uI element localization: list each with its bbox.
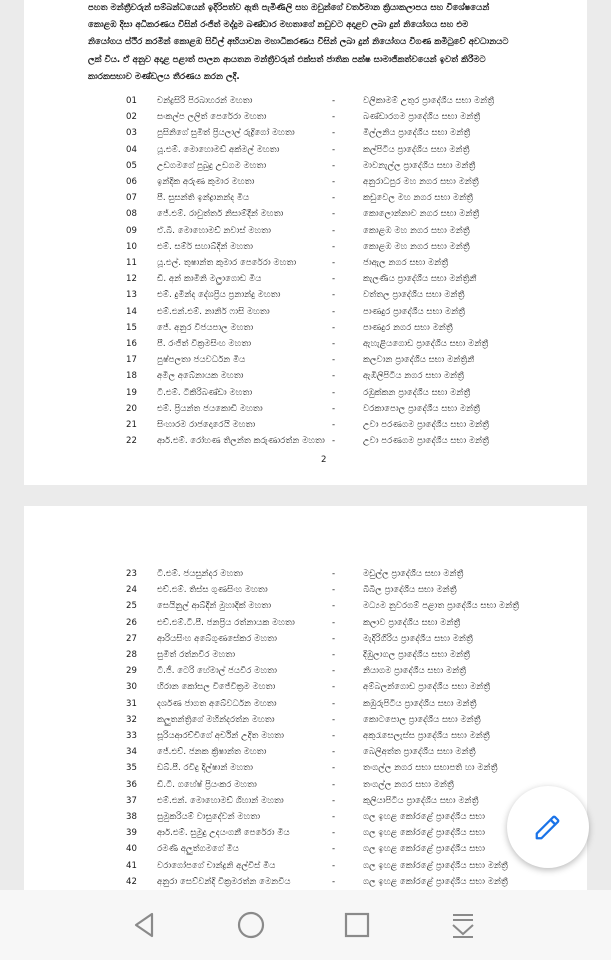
member-position: උවා පරණගම ප්‍රාදේශීය සභා මන්ත්‍රී bbox=[363, 420, 490, 430]
separator-dash: - bbox=[332, 112, 336, 123]
member-number: 41 bbox=[126, 860, 137, 871]
member-row bbox=[24, 142, 587, 158]
separator-dash: - bbox=[332, 339, 336, 349]
member-row bbox=[24, 712, 587, 728]
member-row bbox=[24, 696, 587, 712]
separator-dash: - bbox=[332, 160, 336, 171]
member-name: දර්ශණ ජාගත අබේවර්ධන මහතා bbox=[157, 698, 277, 709]
member-position: අම්බලන්ගොඩ ප්‍රාදේශීය සභා මන්ත්‍රී bbox=[363, 682, 491, 693]
member-name: ඩී. අන් කාමිනි මල්‍රාගොඩ මිය bbox=[157, 274, 262, 285]
member-name: සුමුකරියම් වාසුදේවන් මහතා bbox=[157, 812, 261, 822]
separator-dash: - bbox=[332, 225, 336, 236]
member-row bbox=[24, 760, 587, 776]
separator-dash: - bbox=[332, 258, 336, 268]
member-row bbox=[24, 858, 587, 874]
separator-dash: - bbox=[332, 812, 336, 822]
document-page-1 bbox=[24, 0, 587, 485]
member-name: ආර්.එම්. සුමුදු උදයංගනී පෙරේරා මිය bbox=[157, 828, 290, 839]
page-number: 2 bbox=[321, 455, 327, 465]
member-position: කැලණිය ප්‍රාදේශීය සභා මන්ත්‍රිනී bbox=[363, 274, 477, 285]
recents-button[interactable] bbox=[340, 908, 374, 942]
member-row bbox=[24, 223, 587, 239]
member-name: අමිල අබේනායක මහතා bbox=[157, 371, 244, 382]
separator-dash: - bbox=[332, 306, 336, 317]
member-row bbox=[24, 777, 587, 793]
member-position: මධ්‍යම නුවරගම් පළාත ප්‍රාදේශීය සභා මන්ත්‍රී bbox=[363, 601, 520, 612]
member-name: යූ.එල්. තුෂාන්ත කුමාර පෙරේරා මහතා bbox=[157, 258, 297, 268]
member-row bbox=[24, 304, 587, 320]
member-number: 36 bbox=[126, 779, 137, 790]
pencil-icon bbox=[533, 812, 563, 842]
intro-line: නියෝගය ස්ථිර කරමින් කොළඹ සිවිල් අභියාචන මහාධිකරණය විසින් ලබා දුන් නියෝගය විගණ කමිටුවේ අවධානයට bbox=[88, 37, 509, 48]
member-name: ජේ.එච්. ජනක ක්‍රිෂාන්ත මහතා bbox=[157, 747, 267, 758]
member-position: වලිකාමම් උතුර ප්‍රාදේශීය සභා මන්ත්‍රී bbox=[363, 96, 495, 106]
member-number: 15 bbox=[126, 322, 137, 333]
separator-dash: - bbox=[332, 209, 336, 220]
member-number: 29 bbox=[126, 666, 137, 677]
separator-dash: - bbox=[332, 731, 336, 741]
member-name: ඉන්දික අරුණ කුමාර මහතා bbox=[157, 177, 255, 187]
edit-fab-button[interactable] bbox=[507, 786, 589, 868]
member-number: 23 bbox=[126, 569, 137, 579]
member-number: 12 bbox=[126, 274, 137, 285]
separator-dash: - bbox=[332, 355, 336, 366]
member-row bbox=[24, 239, 587, 255]
member-position: අනුරාධපුර මහ නගර සභා මන්ත්‍රී bbox=[363, 177, 479, 187]
member-row bbox=[24, 158, 587, 174]
member-row bbox=[24, 874, 587, 890]
member-row bbox=[24, 809, 587, 825]
member-row bbox=[24, 647, 587, 663]
member-name: එම්.එන්. මොහොමඩ් ශිහාන් මහතා bbox=[157, 795, 284, 806]
home-circle-icon bbox=[236, 910, 266, 940]
member-number: 28 bbox=[126, 650, 137, 660]
member-row bbox=[24, 679, 587, 695]
member-position: ගල ඉහළ කෝරළේ ප්‍රාදේශීය සභා මන්ත්‍රී bbox=[363, 860, 508, 871]
member-row bbox=[24, 663, 587, 679]
member-number: 22 bbox=[126, 436, 137, 447]
member-row bbox=[24, 566, 587, 582]
member-name: එච්.එම්.ටී.පී. ජනප්‍රිය රත්නායක මහතා bbox=[157, 617, 295, 628]
member-row bbox=[24, 598, 587, 614]
member-name: ඒ.බී. මොහොමඩ් නවාස් මහතා bbox=[157, 225, 271, 236]
recents-square-icon bbox=[343, 911, 371, 939]
intro-line: කාරකසභාව මණ්ඩලය තීරණය කරන ලදී. bbox=[88, 71, 240, 82]
member-position: මිල්ලනිය ප්‍රාදේශීය සභා මන්ත්‍රී bbox=[363, 128, 471, 139]
member-name: සූරියආරච්චිගේ අර්චින් උදිත මහතා bbox=[157, 731, 284, 741]
member-number: 19 bbox=[126, 387, 137, 398]
member-position: කල්පිටිය ප්‍රාදේශීය සභා මන්ත්‍රී bbox=[363, 144, 470, 155]
member-number: 06 bbox=[126, 177, 137, 187]
member-name: සිංහාරම රාජදොරෙයි මහතා bbox=[157, 420, 256, 430]
member-number: 26 bbox=[126, 617, 137, 628]
member-row bbox=[24, 631, 587, 647]
separator-dash: - bbox=[332, 322, 336, 333]
member-row bbox=[24, 352, 587, 368]
member-position: වත්තල ප්‍රාදේශීය සභා මන්ත්‍රී bbox=[363, 290, 465, 301]
member-position: තංගල්ල නගර සභා සභාපති හා මන්ත්‍රී bbox=[363, 763, 498, 774]
member-number: 39 bbox=[126, 828, 137, 839]
separator-dash: - bbox=[332, 241, 336, 252]
separator-dash: - bbox=[332, 860, 336, 871]
member-row bbox=[24, 255, 587, 271]
separator-dash: - bbox=[332, 747, 336, 758]
member-row bbox=[24, 417, 587, 433]
member-name: එම්.එන්.එම්. නානිර් ෆාසි මහතා bbox=[157, 306, 270, 317]
member-position: පාණදුර ප්‍රාදේශීය සභා මන්ත්‍රී bbox=[363, 306, 466, 317]
separator-dash: - bbox=[332, 763, 336, 774]
member-number: 40 bbox=[126, 844, 137, 855]
member-name: සුමිත් රත්නවීර මහතා bbox=[157, 650, 236, 660]
member-row bbox=[24, 401, 587, 417]
separator-dash: - bbox=[332, 193, 336, 204]
separator-dash: - bbox=[332, 403, 336, 414]
member-name: පී. සුසන්ති ඉන්ද්‍රානන්ද මිය bbox=[157, 193, 250, 204]
member-number: 17 bbox=[126, 355, 137, 366]
member-position: කොලොන්නාව නගර සභා මන්ත්‍රී bbox=[363, 209, 480, 220]
member-number: 24 bbox=[126, 585, 137, 596]
separator-dash: - bbox=[332, 569, 336, 579]
member-name: ඩබ්.පී. රවිදු දිල්ෂාන් මහතා bbox=[157, 763, 253, 774]
separator-dash: - bbox=[332, 844, 336, 855]
separator-dash: - bbox=[332, 436, 336, 447]
member-name: පුෂ්පලතා ජයවර්ධන මිය bbox=[157, 355, 246, 366]
member-number: 08 bbox=[126, 209, 137, 220]
member-row bbox=[24, 368, 587, 384]
member-name: වරාගෝපගේ චාන්ද්‍රනි අල්විස් මිය bbox=[157, 860, 276, 871]
member-number: 16 bbox=[126, 339, 137, 349]
member-number: 14 bbox=[126, 306, 137, 317]
member-name: එම්. ප්‍රියන්ත ජයකොඩි මහතා bbox=[157, 403, 263, 414]
separator-dash: - bbox=[332, 96, 336, 106]
member-position: ගල ඉහළ කෝරළේ ප්‍රාදේශීය සභා bbox=[363, 828, 485, 839]
system-navigation-bar bbox=[0, 890, 611, 960]
separator-dash: - bbox=[332, 177, 336, 187]
member-position: කලාව ප්‍රාදේශීය සභා මන්ත්‍රී bbox=[363, 617, 461, 628]
member-position: කලවාන ප්‍රාදේශීය සභා මන්ත්‍රිනී bbox=[363, 355, 475, 366]
back-button[interactable] bbox=[127, 908, 161, 942]
intro-line: කොළඹ දිසා අධිකරණය විසින් රංජිත් මද්දුම බණ්ඩාර මහතාගේ නඩුවට අදාළව ලබා දුන් නියෝගය සහ එම bbox=[88, 20, 469, 31]
member-name: එච්.එම්. තිස්ස ගුණසිංහ මහතා bbox=[157, 585, 268, 596]
member-row bbox=[24, 287, 587, 303]
member-row bbox=[24, 320, 587, 336]
member-name: ජේ. අනුර විජයපාල මහතා bbox=[157, 322, 254, 333]
member-number: 01 bbox=[126, 96, 137, 106]
member-position: කොළඹ මහ නගර සභා මන්ත්‍රී bbox=[363, 225, 470, 236]
member-position: ගල ඉහළ කෝරළේ ප්‍රාදේශීය සභා මන්ත්‍රී bbox=[363, 876, 508, 887]
separator-dash: - bbox=[332, 698, 336, 709]
separator-dash: - bbox=[332, 876, 336, 887]
member-number: 34 bbox=[126, 747, 137, 758]
member-row bbox=[24, 206, 587, 222]
separator-dash: - bbox=[332, 601, 336, 612]
member-position: කොළඹ මහ නගර සභා මන්ත්‍රී bbox=[363, 241, 470, 252]
member-row bbox=[24, 793, 587, 809]
member-position: නියාගම ප්‍රාදේශීය සභා මන්ත්‍රී bbox=[363, 666, 467, 677]
member-number: 42 bbox=[126, 876, 137, 887]
member-position: මාවනැල්ල ප්‍රාදේශීය සභා මන්ත්‍රී bbox=[363, 160, 476, 171]
member-row bbox=[24, 336, 587, 352]
member-name: චන්ද්‍රසිරි පිරබාහරන් මහතා bbox=[157, 96, 253, 106]
member-position: කුලියාපිටිය ප්‍රාදේශීය සභා මන්ත්‍රී bbox=[363, 795, 479, 806]
member-number: 33 bbox=[126, 731, 137, 741]
member-row bbox=[24, 125, 587, 141]
member-number: 20 bbox=[126, 403, 137, 414]
member-name: උඩගමගේ පුබුදු උඩගම මහතා bbox=[157, 160, 267, 171]
intro-line: ලක් විය. ඒ අනුව අදාළ පළාත් පාලන ආයතන මන්ත්‍රීවරුන් එක්සත් ජාතික පක්ෂ සාමාජිකත්වයෙන් ඉවත් කිරීමට bbox=[88, 54, 486, 65]
member-number: 03 bbox=[126, 128, 137, 139]
member-name: ටී.එම්. ජයසුන්දර මහතා bbox=[157, 569, 244, 579]
member-row bbox=[24, 109, 587, 125]
intro-line: පහත මන්ත්‍රීවරුන් සම්බන්ධයෙන් ඉදිරිපත්ව ඇති පැමිණිලි සහ ඔවුන්ගේ වර්තමාන ක්‍රියාකලාපය සහ විශේෂයෙන් bbox=[88, 3, 490, 13]
member-position: වරකාපොල ප්‍රාදේශීය සභා මන්ත්‍රී bbox=[363, 403, 480, 414]
member-number: 11 bbox=[126, 258, 137, 268]
member-number: 13 bbox=[126, 290, 137, 301]
download-icon bbox=[449, 911, 477, 939]
member-row bbox=[24, 728, 587, 744]
member-name: එම්. සම්ර් සහාබ්දීන් මහතා bbox=[157, 241, 253, 252]
member-number: 09 bbox=[126, 225, 137, 236]
member-row bbox=[24, 615, 587, 631]
member-number: 07 bbox=[126, 193, 137, 204]
separator-dash: - bbox=[332, 290, 336, 301]
member-position: අකුරැසෙලැස්ස ප්‍රාදේශීය සභා මන්ත්‍රී bbox=[363, 731, 490, 741]
member-position: බිබිල ප්‍රාදේශීය සභා මන්ත්‍රී bbox=[363, 585, 457, 596]
separator-dash: - bbox=[332, 650, 336, 660]
member-position: ජාඇල නගර සභා මන්ත්‍රී bbox=[363, 258, 449, 268]
separator-dash: - bbox=[332, 633, 336, 644]
member-name: පුසිනිගේ සුමිත් ප්‍රියලාල් රුද්‍රිගෝ මහතා bbox=[157, 128, 295, 139]
separator-dash: - bbox=[332, 828, 336, 839]
member-row bbox=[24, 744, 587, 760]
member-name: සෙයිනුල් ආබ්දීන් මුහාදික් මහතා bbox=[157, 601, 272, 612]
intro-paragraph bbox=[88, 0, 582, 86]
member-name: ටී.එම්. ටිකිරිබණ්ඩා මහතා bbox=[157, 387, 253, 398]
member-number: 27 bbox=[126, 633, 137, 644]
member-name: ටී.ජී. ටෙරි හේමාල් ජයවීර මහතා bbox=[157, 666, 277, 677]
member-number: 05 bbox=[126, 160, 137, 171]
separator-dash: - bbox=[332, 387, 336, 398]
member-position: උවා පරණගම ප්‍රාදේශීය සභා මන්ත්‍රී bbox=[363, 436, 490, 447]
member-position: ඇහැළියගොඩ ප්‍රාදේශීය සභා මන්ත්‍රී bbox=[363, 339, 489, 349]
member-position: ගල ඉහළ කෝරළේ ප්‍රාදේශීය සභා bbox=[363, 844, 485, 855]
member-position: තංගල්ල නගර සභා මන්ත්‍රී bbox=[363, 779, 454, 790]
separator-dash: - bbox=[332, 682, 336, 693]
member-number: 32 bbox=[126, 714, 137, 725]
download-button[interactable] bbox=[446, 908, 480, 942]
separator-dash: - bbox=[332, 714, 336, 725]
separator-dash: - bbox=[332, 779, 336, 790]
member-position: කඹුරුපිටිය ප්‍රාදේශීය සභා මන්ත්‍රී bbox=[363, 698, 477, 709]
member-number: 37 bbox=[126, 795, 137, 806]
member-name: ආර්.එම්. රෝහණ තිලන්ත කරුණාරත්න මහතා bbox=[157, 436, 325, 447]
home-button[interactable] bbox=[234, 908, 268, 942]
member-row bbox=[24, 582, 587, 598]
member-position: බණ්ඩාරගම ප්‍රාදේශීය සභා මන්ත්‍රී bbox=[363, 112, 481, 123]
member-number: 02 bbox=[126, 112, 137, 123]
member-name: අනුරා සෙව්වන්දි වික්‍රමරත්න මෙනවිය bbox=[157, 876, 291, 887]
member-name: කලුතන්ත්‍රිගේ මහින්දරත්න මහතා bbox=[157, 714, 275, 725]
member-row bbox=[24, 190, 587, 206]
member-number: 18 bbox=[126, 371, 137, 382]
member-position: මඩුල්ල ප්‍රාදේශීය සභා මන්ත්‍රී bbox=[363, 569, 464, 579]
member-name: ජේ.එම්. රාවුත්තර් නිසාම්දීන් මහතා bbox=[157, 209, 284, 220]
member-row bbox=[24, 841, 587, 857]
separator-dash: - bbox=[332, 585, 336, 596]
member-number: 04 bbox=[126, 144, 137, 155]
member-number: 25 bbox=[126, 601, 137, 612]
member-row bbox=[24, 433, 587, 449]
separator-dash: - bbox=[332, 144, 336, 155]
member-row bbox=[24, 385, 587, 401]
member-row bbox=[24, 271, 587, 287]
member-number: 10 bbox=[126, 241, 137, 252]
member-name: පී. රංජිත් වික්‍රමසිංහ මහතා bbox=[157, 339, 252, 349]
member-position: කොටපොල ප්‍රාදේශීය සභා මන්ත්‍රී bbox=[363, 714, 481, 725]
back-triangle-icon bbox=[131, 911, 157, 939]
separator-dash: - bbox=[332, 274, 336, 285]
member-name: රමණී අලුත්ගමගේ මිය bbox=[157, 844, 239, 855]
member-name: හිරාන කෝසල විජේවික්‍රම මහතා bbox=[157, 682, 276, 693]
separator-dash: - bbox=[332, 617, 336, 628]
member-number: 38 bbox=[126, 812, 137, 822]
member-number: 30 bbox=[126, 682, 137, 693]
member-row bbox=[24, 93, 587, 109]
member-position: කඩුවෙල මහ නගර සභා මන්ත්‍රී bbox=[363, 193, 474, 204]
member-number: 21 bbox=[126, 420, 137, 430]
separator-dash: - bbox=[332, 128, 336, 139]
separator-dash: - bbox=[332, 666, 336, 677]
member-position: මැදිරිගිරිය ප්‍රාදේශීය සභා මන්ත්‍රී bbox=[363, 633, 473, 644]
member-position: ගල ඉහළ කෝරළේ ප්‍රාදේශීය සභා bbox=[363, 812, 485, 822]
separator-dash: - bbox=[332, 371, 336, 382]
member-position: ඇඹිලිපිටිය නගර සභා මන්ත්‍රී bbox=[363, 371, 464, 382]
member-position: රඹුක්කන ප්‍රාදේශීය සභා මන්ත්‍රී bbox=[363, 387, 471, 398]
separator-dash: - bbox=[332, 420, 336, 430]
separator-dash: - bbox=[332, 795, 336, 806]
member-number: 35 bbox=[126, 763, 137, 774]
member-row bbox=[24, 825, 587, 841]
member-number: 31 bbox=[126, 698, 137, 709]
document-page-2 bbox=[24, 506, 587, 890]
member-name: ඩී.ටී. ගහේෂ් ප්‍රියංකර මහතා bbox=[157, 779, 257, 790]
member-name: යූ.එම්. මොහොමඩ් අක්මල් මහතා bbox=[157, 144, 280, 155]
member-position: පාණදුර නගර සභා මන්ත්‍රී bbox=[363, 322, 453, 333]
member-position: දිඹුලාගල ප්‍රාදේශීය සභා මන්ත්‍රී bbox=[363, 650, 471, 660]
member-position: බෙලිඅත්ත ප්‍රාදේශීය සභා මන්ත්‍රී bbox=[363, 747, 476, 758]
member-name: සංකල්ප ලලිත් පෙරේරා මහතා bbox=[157, 112, 267, 123]
member-row bbox=[24, 174, 587, 190]
member-name: ආරියසිංහ අබේගුණසේකර මහතා bbox=[157, 633, 277, 644]
member-name: එම්. දුමින්ද දේශප්‍රිය ප්‍රනාන්දු මහතා bbox=[157, 290, 281, 301]
